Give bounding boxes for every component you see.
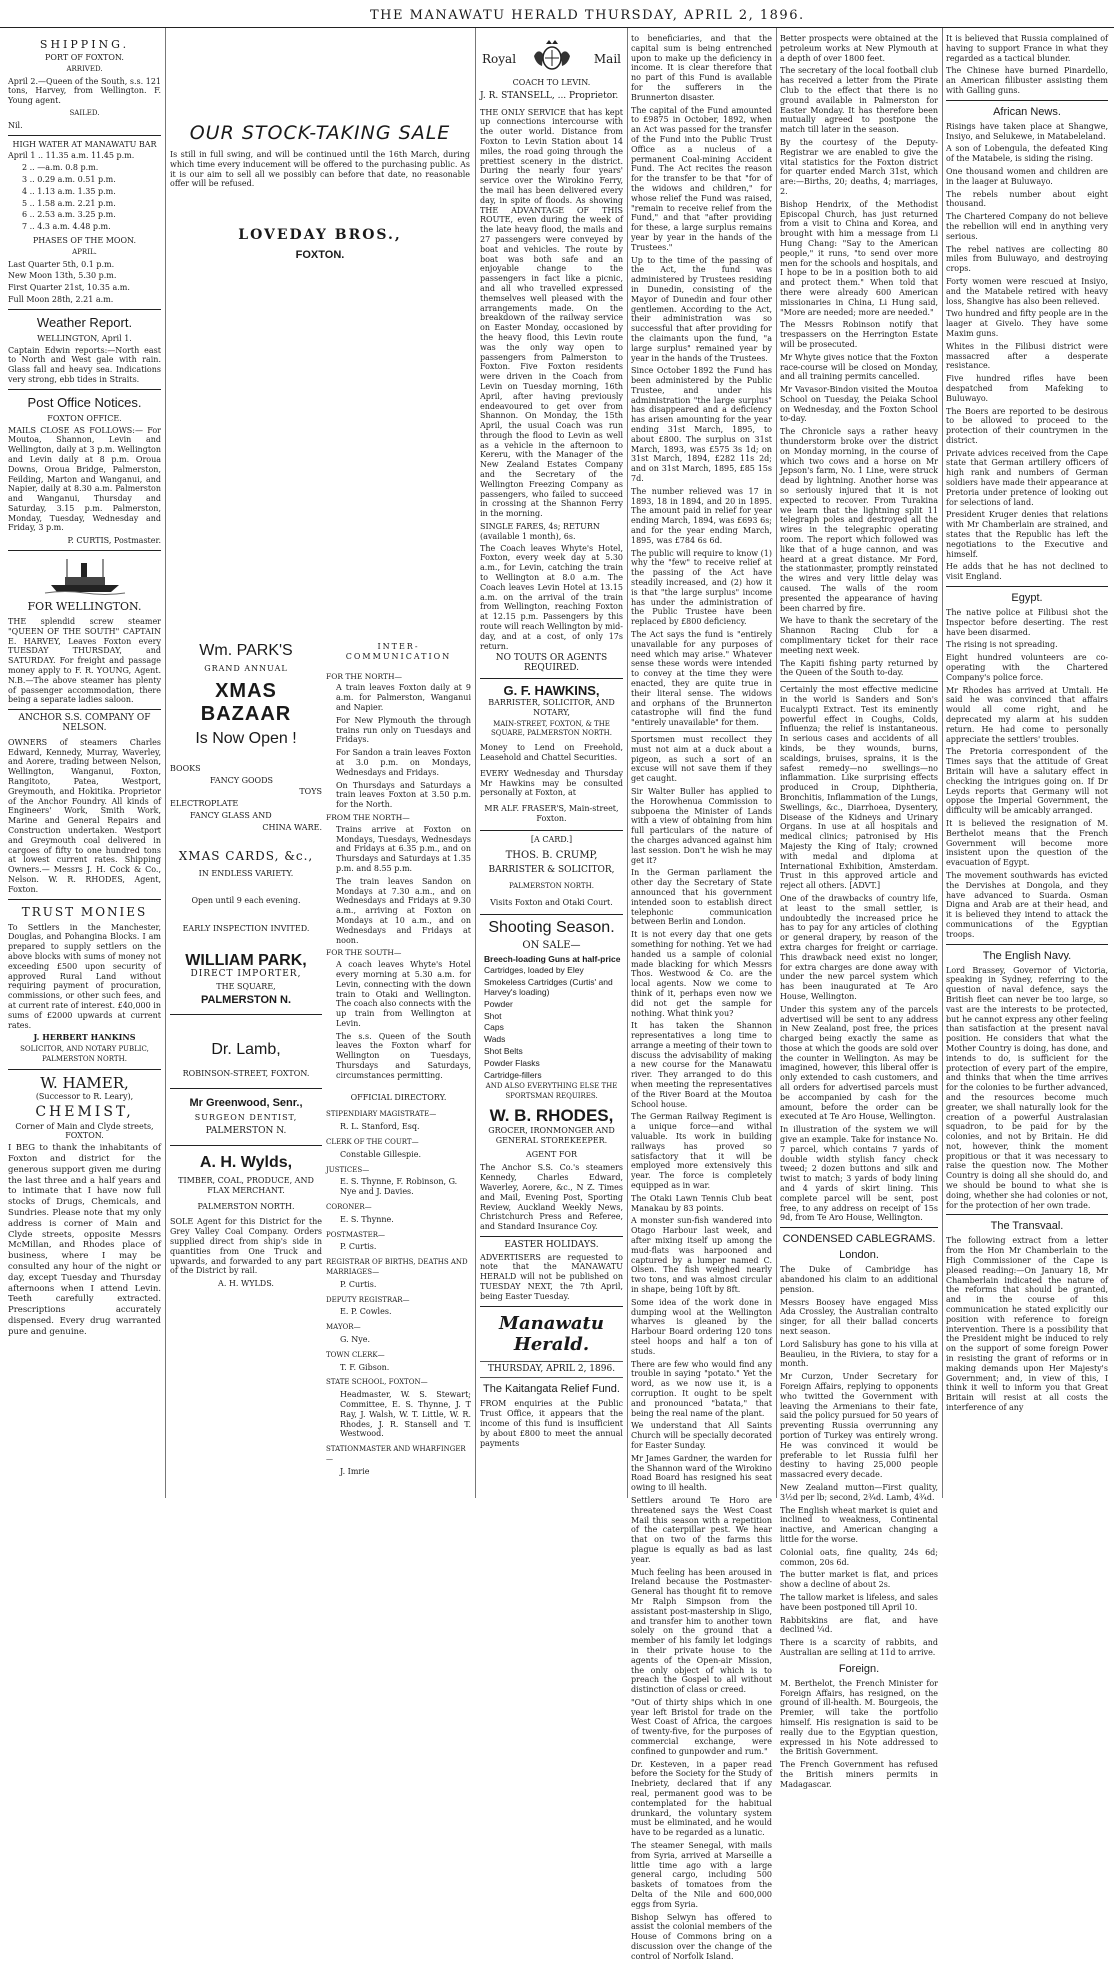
egypt-item: The Pretoria correspondent of the Times says that the attitude of Great Britain will have a salutary effect in checking the intrigues going on. If Dr Leyds reports that Germany will not oppose the Imperial Government, the difficulty will be amicably arranged. <box>946 747 1108 816</box>
cable-item: M. Berthelot, the French Minister for Foreign Affairs, has resigned, on the ground of ill-health. M. Bourgeois, the Premier, will take the portfolio himself. His resignation is said to be really due to the Egyptian question, expressed in his Note addressed to the British Government. <box>780 1678 938 1757</box>
sale-town: FOXTON. <box>295 249 345 262</box>
shooting-item: Shot Belts <box>484 1045 523 1056</box>
hawkins-name: G. F. HAWKINS, <box>503 683 600 699</box>
wp-direct-importer: DIRECT IMPORTER, <box>190 968 302 979</box>
south-item: A coach leaves Whyte's Hotel every morning at 5.30 a.m. for Levin, connecting with the down train to Otaki and Wellington. The coach also connects with the up train from Wellington at Levin. <box>336 960 471 1028</box>
high-water-title: HIGH WATER AT MANAWATU BAR <box>12 139 157 149</box>
news-item: Much feeling has been aroused in Ireland because the Postmaster-General has thought fit to remove Mr Ralph Simpson from the assistant post-mastership in Sligo, and transfer him to another town solely on the ground that a member of his family let lodgings in their private house to the agents of the Open-air Mission, the only object of which is to preach the Gospel to all without distinction of class or creed. <box>631 1567 772 1695</box>
shooting-item: Powder <box>484 998 513 1009</box>
news-item: It has taken the Shannon representatives a long time to arrange a meeting of their town to discuss the advisability of making a new course for the Manawatu river. They arranged to do this when meeting the representatives of the River Board at the Moutoa School house. <box>631 1021 772 1109</box>
column-6 <box>780 34 938 1789</box>
chemist-title: CHEMIST, <box>35 1103 134 1120</box>
african-item: The rebels number about eight thousand. <box>946 189 1108 209</box>
cable-item: The French Government has refused the British miners permits in Madagascar. <box>780 1760 938 1789</box>
shipping-heading: SHIPPING. <box>39 38 130 51</box>
from-north-item: The train leaves Sandon on Mondays at 7.30 a.m., and on Wednesdays and Fridays at 9.30 a.m., arriving at Foxton on Mondays at 10 a.m., and on Wednesdays and Fridays at noon. <box>336 876 471 945</box>
news-item: Settlers around Te Horo are threatened says the West Coast Mail this season with a repetition of the caterpillar pest. We hear that on two of the farms this plague is equally as bad as last year. <box>631 1495 772 1564</box>
cable-item: New Zealand mutton—First quality, 3½d per lb; second, 2¾d. Lamb, 4¾d. <box>780 1482 938 1502</box>
news-item: The German Railway Regiment is a unique force—and withal valuable. Its work in building railways has proved so satisfactory that it will be employed more extensively this year. The force is completely equipped as in war. <box>631 1112 772 1191</box>
directory-entry: P. Curtis. <box>340 1242 377 1252</box>
navy-body: Lord Brassey, Governor of Victoria, speaking in Sydney, referring to the question of naval defence, says the British fleet can never be too large, so vast are the interests to be protected, but he cannot express any other feeling than satisfaction at the present naval position. He considers that what the Mother Country is doing, has done, and intends to do, is sufficient for the protection of every part of the empire, and thinks that when the time arrives for the colonies to be further advanced, and the resources become much greater, we shall naturally look for the creation of a powerful Australasian squadron, to be paid for by the colonies, and not by Britain. He did not, however, think the moment propitious or that it was necessary to raise the question now. The Mother Country is doing all she should do, and we should be bound to what she is doing, whether she had colonies or not, for the protection of her own trade. <box>946 965 1108 1210</box>
article-paragraph: The capital of the Fund amounted to £9875 in October, 1892, when an Act was passed for the transfer of the Fund into the Public Trust Office as a nucleus of a permanent Coal-mining Accident Fund. The Act recites the reason for the transfer to be that "for of the widows and children," for whose relief the Fund was raised, "remain to receive relief from the Fund," and that "after providing for these, a large surplus remains year by year in the hands of the Trustees." <box>631 105 772 252</box>
wp-square: THE SQUARE, <box>216 981 276 991</box>
transvaal-body: The following extract from a letter from the Hon Mr Chamberlain to the High Commissioner of the Cape is pleased reading:—On January 18, Mr Chamberlain indicated the nature of the reforms that should be granted, and in the course of this communication he stated explicitly our position with reference to foreign intervention. There is a possibility that the President might be induced to rely on the support of some foreign Power in resisting the grant of reforms or in making demands upon Her Majesty's Government; and, in view of this, I think it well to inform you that Great Britain will resist at all costs the interference of any <box>946 1236 1108 1413</box>
north-item: For Sandon a train leaves Foxton at 3.0 p.m. on Mondays, Wednesdays and Fridays. <box>336 748 471 777</box>
cable-item: The Duke of Cambridge has abandoned his claim to an additional pension. <box>780 1265 938 1294</box>
greenwood-title: SURGEON DENTIST, <box>194 1113 298 1123</box>
transvaal-heading: The Transvaal. <box>990 1220 1064 1233</box>
column-4 <box>480 34 623 1500</box>
shooting-item: Shot <box>484 1010 502 1021</box>
weather-subheading: WELLINGTON, April 1. <box>37 333 132 343</box>
trust-monies-heading: TRUST MONIES <box>21 904 148 919</box>
no-touts: NO TOUTS OR AGENTS REQUIRED. <box>495 653 608 674</box>
advert-paragraph: In illustration of the system we will give an example. Take for instance No. 7 parcel, which contains 7 yards of double width stylish fancy check tweed; 2 dozen buttons and silk and twist to match; 3 yards of body lining and 4 yards of skirt lining. This complete parcel will be sent, post free, to any address on receipt of 15s 9d, from Te Aro House, Wellington. <box>780 1125 938 1223</box>
coach-body: THE ONLY SERVICE that has kept up connections intercourse with the outer world. Distance from Foxton to Levin Station about 14 miles, the road going through the prettiest scenery in the district. During the nearly four years' service over the Wirokino Ferry, the mail has been delivered every day, in spite of floods. As showing THE ADVANTAGE OF THIS ROUTE, even during the week of the late heavy flood, the mails and 27 passengers were conveyed by boat and vehicles. The route by boat was both safe and an enjoyable change to the passengers in fact like a picnic, and all who travelled expressed themselves well pleased with the arrangements made. On the breakdown of the railway service on Easter Monday, occasioned by the heavy flood, this Levin route was the only way open to passengers from Palmerston to Foxton. Five Foxton residents were driven in the Coach from Levin on Tuesday morning, 16th April, after having previously endeavoured to get over from Shannon. On Monday, the 15th April, the usual Coach was run through the flood to Levin as well as a vehicle in the afternoon to Kereru, with the Manager of the New Zealand Estates Company and the Secretary of the Wellington Freezing Company as passengers, who failed to succeed in crossing at the Shannon Ferry in the morning. <box>480 107 623 519</box>
wylds-trade: TIMBER, COAL, PRODUCE, AND FLAX MERCHANT. <box>178 1175 314 1195</box>
news-item: We have to thank the secretary of the Shannon Racing Club for a complimentary ticket for their race meeting next week. <box>780 616 938 655</box>
goods-item: ELECTROPLATE <box>170 799 239 809</box>
egypt-item: The native police at Filibusi shot the Inspector before deserting. The rest have been disarmed. <box>946 608 1108 637</box>
advert-paragraph: One of the drawbacks of country life, at least to the small settler, is undoubtedly the increased price he has to pay for any articles of clothing or general drapery, by reason of the extra charges for freight or carriage. This drawback need exist no longer, for extra charges are done away with under the new parcel system which has been inaugurated at Te Aro House, Wellington. <box>780 893 938 1001</box>
egypt-item: It is believed the resignation of M. Berthelot means that the French Government will become more insistent upon the question of the evacuation of Egypt. <box>946 818 1108 868</box>
news-item: By the courtesy of the Deputy-Registrar we are enabled to give the vital statistics for the Foxton district for quarter ended March 31st, which are:—Births, 20; deaths, 4; marriages, 2. <box>780 137 938 196</box>
post-office-body: MAILS CLOSE AS FOLLOWS:— For Moutoa, Shannon, Levin and Wellington, daily at 3 p.m. Wellington and Levin daily at 8 p.m. Oroua Downs, Oroua Bridge, Palmerston, Feilding, Marton and Wanganui, and Napier, daily at 8.30 a.m. Palmerston and Wanganui, Thursday and Saturday, 3.15 p.m. Palmerston, Monday, Tuesday, Wednesday and Friday, 3 p.m. <box>8 425 161 533</box>
coach-proprietor: J. R. STANSELL, ... Proprietor. <box>480 90 619 101</box>
coach-fares: SINGLE FARES, 4s; RETURN (available 1 month), 6s. <box>480 522 600 541</box>
sailed-label: SAILED. <box>69 108 100 117</box>
moon-subtitle: APRIL. <box>72 247 97 256</box>
column-3 <box>326 638 471 1500</box>
news-item: Mr Vavasor-Bindon visited the Moutoa School on Tuesday, the Peiaka School on Wednesday, and the Foxton School to-day. <box>780 385 938 424</box>
egypt-item: The movement southwards has evicted the Dervishes at Dongola, and they have advanced to Suarda. Osman Digna and Arab are at their head, and it is believed they intend to attack the communications of the Egyptian troops. <box>946 870 1108 939</box>
cable-item: The tallow market is lifeless, and sales have been postponed till April 10. <box>780 1592 938 1612</box>
rhodes-name: W. B. RHODES, <box>489 1105 614 1125</box>
directory-entry: E. S. Thynne, F. Robinson, G. Nye and J. Davies. <box>340 1177 458 1197</box>
from-north-item: Trains arrive at Foxton on Mondays, Tuesdays, Wednesdays and Fridays at 6.35 p.m., and on Thursdays and Saturdays at 1.35 p.m. and 8.55 p.m. <box>336 824 471 873</box>
endless-variety: IN ENDLESS VARIETY. <box>198 868 294 878</box>
fraser-address: MR ALF. FRASER'S, Main-street, Foxton. <box>484 804 619 823</box>
directory-title: STATIONMASTER AND WHARFINGER— <box>326 1445 466 1463</box>
african-item: Forty women were rescued at Insiyo, and the Matabele retired with heavy loss, Shangive has also been relieved. <box>946 276 1108 306</box>
crump-town: PALMERSTON NORTH. <box>509 882 594 891</box>
news-item: Sir Walter Buller has applied to the Horowhenua Commission to subpoena the Minister of Lands with a view of obtaining from him full particulars of the nature of the charges advanced against him last session. Don't he wish he may get it? <box>631 786 772 865</box>
trust-monies-body: To Settlers in the Manchester, Douglas, and Pohangina Blocks. I am prepared to supply settlers on the above blocks with sums of money not exceeding £500 upon security of approved Rural Land without requiring payment of procuration, commissions, or other such fees, and at current rate of interest. £40,000 in sums of £2000 upwards at current rates. <box>8 922 161 1030</box>
official-directory-heading: OFFICIAL DIRECTORY. <box>350 1092 447 1102</box>
tide-row: 5 .. 1.58 a.m. 2.21 p.m. <box>22 198 116 208</box>
greenwood-name: Mr Greenwood, Senr., <box>189 1097 303 1110</box>
card-label: [A CARD.] <box>530 834 573 844</box>
hamer-address: Corner of Main and Clyde streets, FOXTON. <box>15 1121 154 1141</box>
navy-heading: The English Navy. <box>982 949 1072 962</box>
news-item: Bishop Hendrix, of the Methodist Episcopal Church, has just returned from a visit to China and Korea, and brought with him a message from Li Hung Chang: "Say to the American people," it runs, "to send over more men for the schools and hospitals, and I hope to be in a position both to aid and protect them." When told that there were already 600 American missionaries in China, Li Hung said, "More are needed; more are needed." <box>780 199 938 317</box>
article-paragraph: Since October 1892 the Fund has been administered by the Public Trustee, and under his administration "the large surplus" has disappeared and a deficiency has arisen amounting for the year ending 31st March, 1895, to about £800. The surplus on 31st March, 1893, was £575 3s 1d; on 31st March, 1894, £282 11s 2d; and on 31st March, 1895, £85 15s 7d. <box>631 366 772 484</box>
hawkins-address: MAIN-STREET, FOXTON, & THE SQUARE, PALMERSTON NORTH. <box>491 719 612 738</box>
article-paragraph: The public will require to know (1) why the "few" to receive relief at the passing of the Act have steadily increased, and (2) how it is that "the large surplus" income has under the administration of the Public Trustee have been replaced by £800 deficiency. <box>631 548 772 627</box>
for-wellington-body: THE splendid screw steamer "QUEEN OF THE SOUTH" CAPTAIN E. HARVEY, Leaves Foxton every TUESDAY THURSDAY, and SATURDAY. For freight and passage money apply to F. R. YOUNG, Agent. N.B.—The above steamer has plenty of passenger accommodation, there being a separate ladies saloon. <box>8 617 161 705</box>
directory-entry: T. F. Gibson. <box>340 1362 390 1372</box>
goods-item: FANCY GLASS AND <box>190 810 272 820</box>
tide-row: 4 .. 1.13 a.m. 1.35 p.m. <box>22 186 116 196</box>
cable-item: Rabbitskins are flat, and have declined ¼d. <box>780 1615 938 1635</box>
directory-list <box>326 1110 471 1476</box>
stocktaking-ad <box>170 34 470 664</box>
african-news-heading: African News. <box>993 105 1061 118</box>
london-heading: London. <box>839 1249 879 1262</box>
directory-entry: P. Curtis. <box>340 1279 377 1289</box>
directory-entry: Headmaster, W. S. Stewart; Committee, E. S. Thynne, J. T Ray, J. Walsh, W. T. Little, W. R. Rhodes, J. R. Stansell and T. Westwood. <box>340 1390 471 1439</box>
news-item: Mr Whyte gives notice that the Foxton race-course will be closed on Monday, and all training permits cancelled. <box>780 352 938 382</box>
xmas-bazaar: XMAS BAZAAR <box>200 679 292 725</box>
hawkins-title: BARRISTER, SOLICITOR, AND NOTARY, <box>488 698 615 717</box>
open-until: Open until 9 each evening. <box>191 896 301 906</box>
tide-row: 3 .. 0.29 a.m. 0.51 p.m. <box>22 174 116 184</box>
moon-row: Full Moon 28th, 2.21 a.m. <box>8 294 114 304</box>
egypt-heading: Egypt. <box>1011 592 1043 605</box>
african-item: Five hundred rifles have been despatched from Mafeking to Buluwayo. <box>946 374 1108 403</box>
weather-body: Captain Edwin reports:—North east to North and West gale with rain. Glass fall and heavy sea. Indications very strong, ebb tides in Straits. <box>8 345 161 384</box>
kaitangata-body: FROM enquiries at the Public Trust Office, it appears that the income of this fund is insufficient by about £800 to meet the annual payments <box>480 1399 623 1448</box>
cable-item: Lord Salisbury has gone to his villa at Beaulieu, in the Riviera, to stay for a month. <box>780 1339 938 1369</box>
steamship-illustration <box>45 555 125 595</box>
column-rule <box>776 28 777 1498</box>
directory-title: JUSTICES— <box>326 1165 370 1174</box>
crump-title: BARRISTER & SOLICITOR, <box>488 865 615 876</box>
article-paragraph: The number relieved was 17 in 1893, 18 in 1894, and 20 in 1895. The amount paid in relief for year ending March, 1894, was £693 6s; and for the year ending March, 1895, was £784 6s 6d. <box>631 486 772 545</box>
cable-item: It is believed that Russia complained of having to support France in what they regarded as a tactical blunder. <box>946 34 1108 63</box>
dr-lamb-address: ROBINSON-STREET, FOXTON. <box>182 1068 310 1078</box>
inter-communication-heading: INTER-COMMUNICATION <box>345 642 452 661</box>
column-2 <box>170 632 322 1500</box>
column-1 <box>8 34 161 1500</box>
trust-signature-title: SOLICITOR, AND NOTARY PUBLIC, PALMERSTON NORTH. <box>20 1045 149 1063</box>
masthead <box>0 0 1114 28</box>
cablegrams-heading: CONDENSED CABLEGRAMS. <box>782 1233 936 1246</box>
park-name: Wm. PARK'S <box>199 642 293 659</box>
sale-title: OUR STOCK-TAKING SALE <box>189 122 451 144</box>
news-item: A monster sun-fish wandered into Otago Harbour last week, and after mixing itself up among the mud-flats was harpooned and captured by a lumper named C. Olsen. The fish weighed nearly two tons, and was almost circular in shape, being 10ft by 8ft. <box>631 1216 772 1295</box>
directory-title: TOWN CLERK— <box>326 1350 385 1359</box>
royal-label: Royal <box>482 52 517 66</box>
directory-title: STIPENDIARY MAGISTRATE— <box>326 1110 437 1119</box>
news-item: Dr. Kesteven, in a paper read before the Society for the Study of Inebriety, declared that if any real, permanent good was to be contemplated for the habitual drunkard, the voluntary system must be eliminated, and he would have to be regarded as a lunatic. <box>631 1759 772 1838</box>
hamer-name: W. HAMER, <box>40 1073 129 1092</box>
cable-item: The Chinese have burned Pinardello, an American filibuster assisting them with Galling guns. <box>946 66 1108 95</box>
shooting-item: Smokeless Cartridges (Curtis' and Harvey's loading) <box>484 977 613 997</box>
news-item: There are few who would find any trouble in saying "potato." Yet the word, as we now use it, is a corruption. It ought to be spelt and pronounced "batata," that being the real name of the plant. <box>631 1359 772 1418</box>
sailed-none: Nil. <box>8 120 23 130</box>
park-sub: GRAND ANNUAL <box>204 664 288 673</box>
north-heading: FOR THE NORTH— <box>326 671 403 681</box>
directory-title: CORONER— <box>326 1203 372 1212</box>
hamer-body: I BEG to thank the inhabitants of Foxton and district for the generous support given me during the last three and a half years and to intimate that I have now full stocks of Drugs, Chemicals, and Sundries. Please note that my only address is corner of Main and Clyde streets, opposite Messrs McMillan, and Rhodes place of business, where I may be consulted any hour of the night or day, except Tuesday and Thursday afternoons when I attend Levin. Teeth carefully extracted. Prescriptions accurately dispensed. Every drug warranted pure and genuine. <box>8 1143 161 1337</box>
coach-body-2: The Coach leaves Whyte's Hotel, Foxton, every week day at 5.30 a.m., for Levin, catching the train to Wellington at 8.0 a.m. The Coach leaves Levin Hotel at 13.15 a.m. on the arrival of the train from Wellington, reaching Foxton at 12.15 p.m. Passengers by this route will reach Wellington by mid-day, and at a cost, of only 17s return. <box>480 543 623 651</box>
william-park: WILLIAM PARK, <box>185 951 307 969</box>
goods-item: CHINA WARE. <box>262 822 322 832</box>
north-item: A train leaves Foxton daily at 9 a.m. for Palmerston, Wanganui and Napier. <box>336 683 471 712</box>
news-item: Mr James Gardner, the warden for the Shannon ward of the Wirokino Road Board has resigned his seat owing to ill health. <box>631 1453 772 1493</box>
egypt-item: Eight hundred volunteers are co-operating with the Chartered Company's police force. <box>946 653 1108 682</box>
shooting-item: Cartridge-fillers <box>484 1069 542 1080</box>
shooting-item: Cartridges, loaded by Eley <box>484 965 584 976</box>
egypt-item: Mr Rhodes has arrived at Umtali. He said he was convinced that affairs would all come right, and he deprecated my alarm at his sudden return. He had come to personally appreciate the settlers' troubles. <box>946 685 1108 744</box>
crump-visits: Visits Foxton and Otaki Court. <box>490 897 613 907</box>
directory-title: POSTMASTER— <box>326 1230 385 1239</box>
column-5 <box>631 34 772 1961</box>
directory-title: DEPUTY REGISTRAR— <box>326 1295 410 1304</box>
column-rule <box>942 28 943 1498</box>
shooting-season: Shooting Season. <box>488 918 615 936</box>
on-sale: ON SALE— <box>522 939 581 951</box>
african-item: The Boers are reported to be desirous to be allowed to proceed to the protection of their countrymen in the district. <box>946 406 1108 445</box>
foreign-heading: Foreign. <box>838 1662 880 1675</box>
article-paragraph: The Act says the fund is "entirely unavailable for any purposes of need which may arise." Whatever sense these words were intended to convey at the time they were enacted, they are quite true in their literal sense. The widows and orphans of the Brunnerton catastrophe will find the fund "entirely unavailable" for them. <box>631 630 772 728</box>
moon-row: New Moon 13th, 5.30 p.m. <box>8 271 117 281</box>
egypt-item: The rising is not spreading. <box>946 640 1058 650</box>
easter-body: ADVERTISERS are requested to note that the MANAWATU HERALD will not be published on TUESDAY NEXT, the 7th April, being Easter Tuesday. <box>480 1252 623 1301</box>
royal-mail-header <box>480 38 623 74</box>
article-paragraph: Up to the time of the passing of the Act, the fund was administered by Trustees residing in Dunedin, consisting of the Mayor of Dunedin and four other gentlemen. According to the Act, their administration was so successful that after providing for the claimants upon the fund, "a large surplus" remained year by year in the hands of the Trustees. <box>631 255 772 363</box>
news-item: It is not every day that one gets something for nothing. Yet we had handed us a sample of colonial made blacking for which Messrs Thos. Westwood & Co. are the local agents. Now we come to think of it, perhaps even now we did not get the sample for nothing. What think you? <box>631 930 772 1018</box>
cable-item: The butter market is flat, and prices show a decline of about 2s. <box>780 1570 938 1590</box>
crump-name: THOS. B. CRUMP, <box>505 849 598 861</box>
coach-title: COACH TO LEVIN. <box>512 78 591 87</box>
african-item: The Chartered Company do not believe the rebellion will end in anything very serious. <box>946 212 1108 241</box>
goods-item: BOOKS <box>170 763 201 773</box>
wylds-body: SOLE Agent for this District for the Grey Valley Coal Company. Orders supplied direct from ship's side in quantities from One Truck and upwards, and forwarded to any part of the District by rail. <box>170 1217 322 1276</box>
cable-item: Mr Curzon, Under Secretary for Foreign Affairs, replying to opponents who twitted the Government with leaving the Armenians to their fate, said the policy pursued for 50 years of preventing Russia overrunning any portion of Turkey was entirely wrong. He was convinced it would be preferable to let Russia fulfil her destiny to having 25,000 people massacred every decade. <box>780 1372 938 1480</box>
mail-label: Mail <box>593 52 621 66</box>
hawkins-body: Money to Lend on Freehold, Leasehold and Chattel Securities. <box>480 743 623 762</box>
tide-row: April 1 .. 11.35 a.m. 11.45 p.m. <box>8 151 135 161</box>
african-item: The rebel natives are collecting 80 miles from Buluwayo, and destroying crops. <box>946 244 1108 274</box>
moon-row: Last Quarter 5th, 0.1 p.m. <box>8 259 115 269</box>
column-rule <box>475 28 476 1498</box>
xmas-cards: XMAS CARDS, &c., <box>178 848 314 863</box>
column-7 <box>946 34 1108 1500</box>
anchor-company-body: OWNERS of steamers Charles Edward, Kennedy, Murray, Waverley, and Aorere, trading between Nelson, Wellington, Wanganui, Foxton, Rangitoto, Patea, Westport, Greymouth, and Hokitika. Proprietor of the Anchor Foundry. All kinds of Engineers' Work, Smith Work, Marine and General Repairs and Construction undertaken. Westport and Greymouth coal delivered in cargoes of fifty to one hundred tons at lowest current rates. Shipping Owners.— Messrs J. H. Cock & Co., Nelson. W. R. RHODES, Agent, Foxton. <box>8 737 161 894</box>
african-item: Private advices received from the Cape state that German artillery officers of high rank and numbers of German soldiers have made their appearance at Pretoria under pretence of looking out for selections of land. <box>946 448 1108 507</box>
african-item: A son of Lobengula, the defeated King of the Matabele, is siding the rising. <box>946 144 1108 164</box>
royal-crest-icon <box>530 38 574 74</box>
directory-title: REGISTRAR OF BIRTHS, DEATHS AND MARRIAGES— <box>326 1258 468 1277</box>
column-rule <box>165 28 166 1498</box>
tide-row: 6 .. 2.53 a.m. 3.25 p.m. <box>22 210 116 220</box>
post-office-subheading: FOXTON OFFICE. <box>47 413 122 423</box>
directory-entry: J. Imrie <box>340 1466 370 1476</box>
directory-title: CLERK OF THE COURT— <box>326 1138 419 1147</box>
directory-entry: G. Nye. <box>340 1335 370 1345</box>
shooting-item: Powder Flasks <box>484 1057 540 1068</box>
shooting-list <box>480 955 623 1081</box>
news-item: The Messrs Robinson notify that trespassers on the Herrington Estate will be prosecuted. <box>780 320 938 349</box>
directory-entry: Constable Gillespie. <box>340 1149 421 1159</box>
advert-paragraph: Under this system any of the parcels advertised will be sent to any address in New Zealand, post free, the prices charged being exactly the same as those at which the goods are sold over the counter in Wellington. As may be imagined, however, this liberal offer is only extended to cash customers, and all orders for advertised parcels must be accompanied by cash for the amount, before the order can be executed at Te Aro House, Wellington. <box>780 1004 938 1122</box>
african-item: Risings have taken place at Shangwe, Insiyo, and Selukewe, in Matabeleland. <box>946 121 1108 141</box>
greenwood-town: PALMERSTON N. <box>205 1126 287 1137</box>
rhodes-trade: GROCER, IRONMONGER AND GENERAL STOREKEEPER. <box>488 1125 615 1145</box>
north-item: For New Plymouth the through trains run only on Tuesdays and Fridays. <box>336 715 471 745</box>
south-item: The s.s. Queen of the South leaves the Foxton wharf for Wellington on Tuesdays, Thursdays and Saturdays, circumstances permitting. <box>336 1031 471 1080</box>
masthead-title: THE MANAWATU HERALD THURSDAY, APRIL 2, 1896. <box>370 8 805 23</box>
trust-signature: J. HERBERT HANKINS <box>33 1032 136 1043</box>
directory-title: STATE SCHOOL, FOXTON— <box>326 1378 428 1387</box>
advert-paragraph: Certainly the most effective medicine in the world is Sanders and Son's Eucalypti Extract. Test its eminently powerful effect in Coughs, Colds, Influenza; the relief is instantaneous. In serious cases and accidents of all kinds, be they wounds, burns, scaldings, bruises, sprains, it is the safest remedy—no swellings—no inflammation. Like surprising effects produced in Croup, Diphtheria, Bronchitis, Inflammation of the Lungs, Swellings, &c., Diarrhoea, Dysentery, Disease of the Kidneys and Urinary Organs. In use at all hospitals and medical clinics; patronised by His Majesty the King of Italy; crowned with medal and diploma at International Exhibition, Amsterdam. Trust in this approved article and reject all others. [ADVT.] <box>780 685 938 891</box>
news-item: Some idea of the work done in dumping wool at the Wellington wharves is gleaned by the Harbour Board ordering 120 tons steel hoops and half a ton of studs. <box>631 1297 772 1356</box>
news-item: The steamer Senegal, with mails from Syria, arrived at Marseille a little time ago with a large general cargo, including 500 baskets of tomatoes from the Delta of the Nile and 600,000 eggs from Syria. <box>631 1841 772 1909</box>
moon-title: PHASES OF THE MOON. <box>32 235 137 245</box>
cable-item: The English wheat market is quiet and inclined to weakness, Continental inactive, and American changing a little for the worse. <box>780 1505 938 1544</box>
article-paragraph: to beneficiaries, and that the capital sum is being entrenched upon to make up the deficiency in income. It is clear therefore that no part of this Fund is available for the sufferers in the Brunnerton disaster. <box>631 34 772 102</box>
african-item: President Kruger denies that relations with Mr Chamberlain are strained, and states that the Republic has left the negotiations to the Executive and himself. <box>946 510 1108 559</box>
news-item: The secretary of the local football club has received a letter from the Pirate Club to the effect that there is no ground available in Palmerston for Easter Monday. It has therefore been mutually agreed to postpone the match till later in the season. <box>780 66 938 135</box>
kaitangata-heading: The Kaitangata Relief Fund. <box>483 1383 620 1396</box>
news-item: The Otaki Lawn Tennis Club beat Manakau by 83 points. <box>631 1193 772 1213</box>
post-office-heading: Post Office Notices. <box>27 394 142 410</box>
sale-firm: LOVEDAY BROS., <box>238 227 402 244</box>
cable-item: Messrs Boosey have engaged Miss Ada Crossley, the Australian contralto singer, for all their ballad concerts next season. <box>780 1297 938 1337</box>
hamer-successor: (Successor to R. Leary), <box>35 1091 134 1101</box>
directory-entry: R. L. Stanford, Esq. <box>340 1122 420 1132</box>
dr-lamb: Dr. Lamb, <box>211 1040 281 1058</box>
wp-town: PALMERSTON N. <box>200 993 292 1006</box>
herald-masthead: Manawatu Herald. <box>499 1312 604 1355</box>
news-item: We understand that All Saints Church will be specially decorated for Easter Sunday. <box>631 1421 772 1450</box>
cable-item: There is a scarcity of rabbits, and Australian are selling at 11d to arrive. <box>780 1638 938 1657</box>
african-item: Two hundred and fifty people are in the laager at Givelo. They have some Maxim guns. <box>946 309 1108 338</box>
goods-item: FANCY GOODS <box>210 775 273 785</box>
news-item: Bishop Selwyn has offered to assist the colonial members of the House of Commons bring on a discussion over the change of the control of Norfolk Island. <box>631 1912 772 1961</box>
agent-for: AGENT FOR <box>525 1149 578 1159</box>
south-heading: FOR THE SOUTH— <box>326 948 402 958</box>
directory-title: MAYOR— <box>326 1323 361 1332</box>
news-item: The Chronicle says a rather heavy thunderstorm broke over the district on Monday morning, in the course of which two cows and a horse on Mr Jepson's farm, No. 1 Line, were struck dead by lightning. Another horse was so seriously injured that it is not expected to recover. From Turakina we learn that the lightning split 11 telegraph poles and destroyed all the wires in the telegraphic operating room. The report which followed was like that of a huge cannon, and was heard at a great distance. Mr Ford, the stationmaster, promptly reinstated the wires and very little delay was caused. The walls of the room presented the appearance of having been charred by fire. <box>780 427 938 613</box>
african-item: He adds that he has not declined to visit England. <box>946 562 1108 582</box>
shooting-item: Caps <box>484 1022 504 1033</box>
arrived-label: ARRIVED. <box>66 64 103 73</box>
cable-item: Colonial oats, fine quality, 24s 6d; common, 20s 6d. <box>780 1547 938 1567</box>
post-office-sign: P. CURTIS, Postmaster. <box>67 536 161 546</box>
news-item: In the German parliament the other day the Secretary of State announced that his government intended soon to establish direct telephonic communication between Berlin and London. <box>631 868 772 927</box>
moon-row: First Quarter 21st, 10.35 a.m. <box>8 283 130 293</box>
from-north-heading: FROM THE NORTH— <box>326 812 410 822</box>
african-item: One thousand women and children are in the laager at Buluwayo. <box>946 166 1108 186</box>
easter-heading: EASTER HOLIDAYS. <box>504 1239 599 1250</box>
tide-row: 7 .. 4.3 a.m. 4.48 p.m. <box>22 222 111 232</box>
north-item: On Thursdays and Saturdays a train leaves Foxton at 3.50 p.m. for the North. <box>336 780 471 810</box>
sale-body: Is still in full swing, and will be continued until the 16th March, during which time every inducement will be offered to the purchasing public. As it is our aim to sell all we possibly can before that date, no reasonable offer will be refused. <box>170 150 470 189</box>
tide-row: 2 .. —a.m. 0.8 p.m. <box>22 163 99 173</box>
shooting-item: Breech-loading Guns at half-price <box>484 953 621 964</box>
goods-item: TOYS <box>299 787 322 797</box>
shooting-footer: AND ALSO EVERYTHING ELSE THE SPORTSMAN REQUIRES. <box>485 1082 618 1101</box>
shooting-item: Wads <box>484 1034 506 1045</box>
anchor-company-heading: ANCHOR S.S. COMPANY OF NELSON. <box>18 713 151 734</box>
directory-entry: E. S. Thynne. <box>340 1214 394 1224</box>
column-rule <box>627 28 628 1498</box>
wylds-name: A. H. Wylds, <box>199 1153 293 1171</box>
wylds-sign: A. H. WYLDS. <box>218 1279 274 1289</box>
for-wellington-heading: FOR WELLINGTON. <box>27 600 142 614</box>
rhodes-agencies: The Anchor S.S. Co.'s steamers Kennedy, Charles Edward, Waverley, Aorere, &c., N Z. Times and Mail, Evening Post, Sporting Review, Auckland Weekly News, Christchurch Press and Referee, and Standard Insurance Coy. <box>480 1163 623 1232</box>
news-item: Better prospects were obtained at the petroleum works at New Plymouth at a depth of over 1800 feet. <box>780 34 938 63</box>
weather-heading: Weather Report. <box>36 314 133 330</box>
african-item: Whites in the Filibusi district were massacred after a desperate resistance. <box>946 341 1108 371</box>
news-item: Sportsmen must recollect they must not aim at a duck about a pigeon, as such a sort of an excuse will not save them if they get caught. <box>631 734 772 784</box>
herald-date: THURSDAY, APRIL 2, 1896. <box>487 1363 616 1374</box>
news-item: "Out of thirty ships which in one year left Bristol for trade on the West Coast of Africa, the cargoes of twenty-five, for the purposes of commercial exchange, were confined to gunpowder and rum." <box>631 1697 772 1756</box>
tide-table <box>8 151 161 232</box>
wylds-town: PALMERSTON NORTH. <box>197 1201 295 1211</box>
early-inspection: EARLY INSPECTION INVITED. <box>182 924 310 934</box>
bazaar-open: Is Now Open ! <box>195 729 297 747</box>
news-item: The Kapiti fishing party returned by the Queen of the South to-day. <box>780 658 938 678</box>
port-label: PORT OF FOXTON. <box>45 53 124 62</box>
directory-entry: E. P. Cowles. <box>340 1307 392 1317</box>
hawkins-body-2: EVERY Wednesday and Thursday Mr Hawkins may be consulted personally at Foxton, at <box>480 768 623 798</box>
arrival-notice: April 2.—Queen of the South, s.s. 121 tons, Harvey, from Wellington. F. Young agent. <box>8 76 161 106</box>
